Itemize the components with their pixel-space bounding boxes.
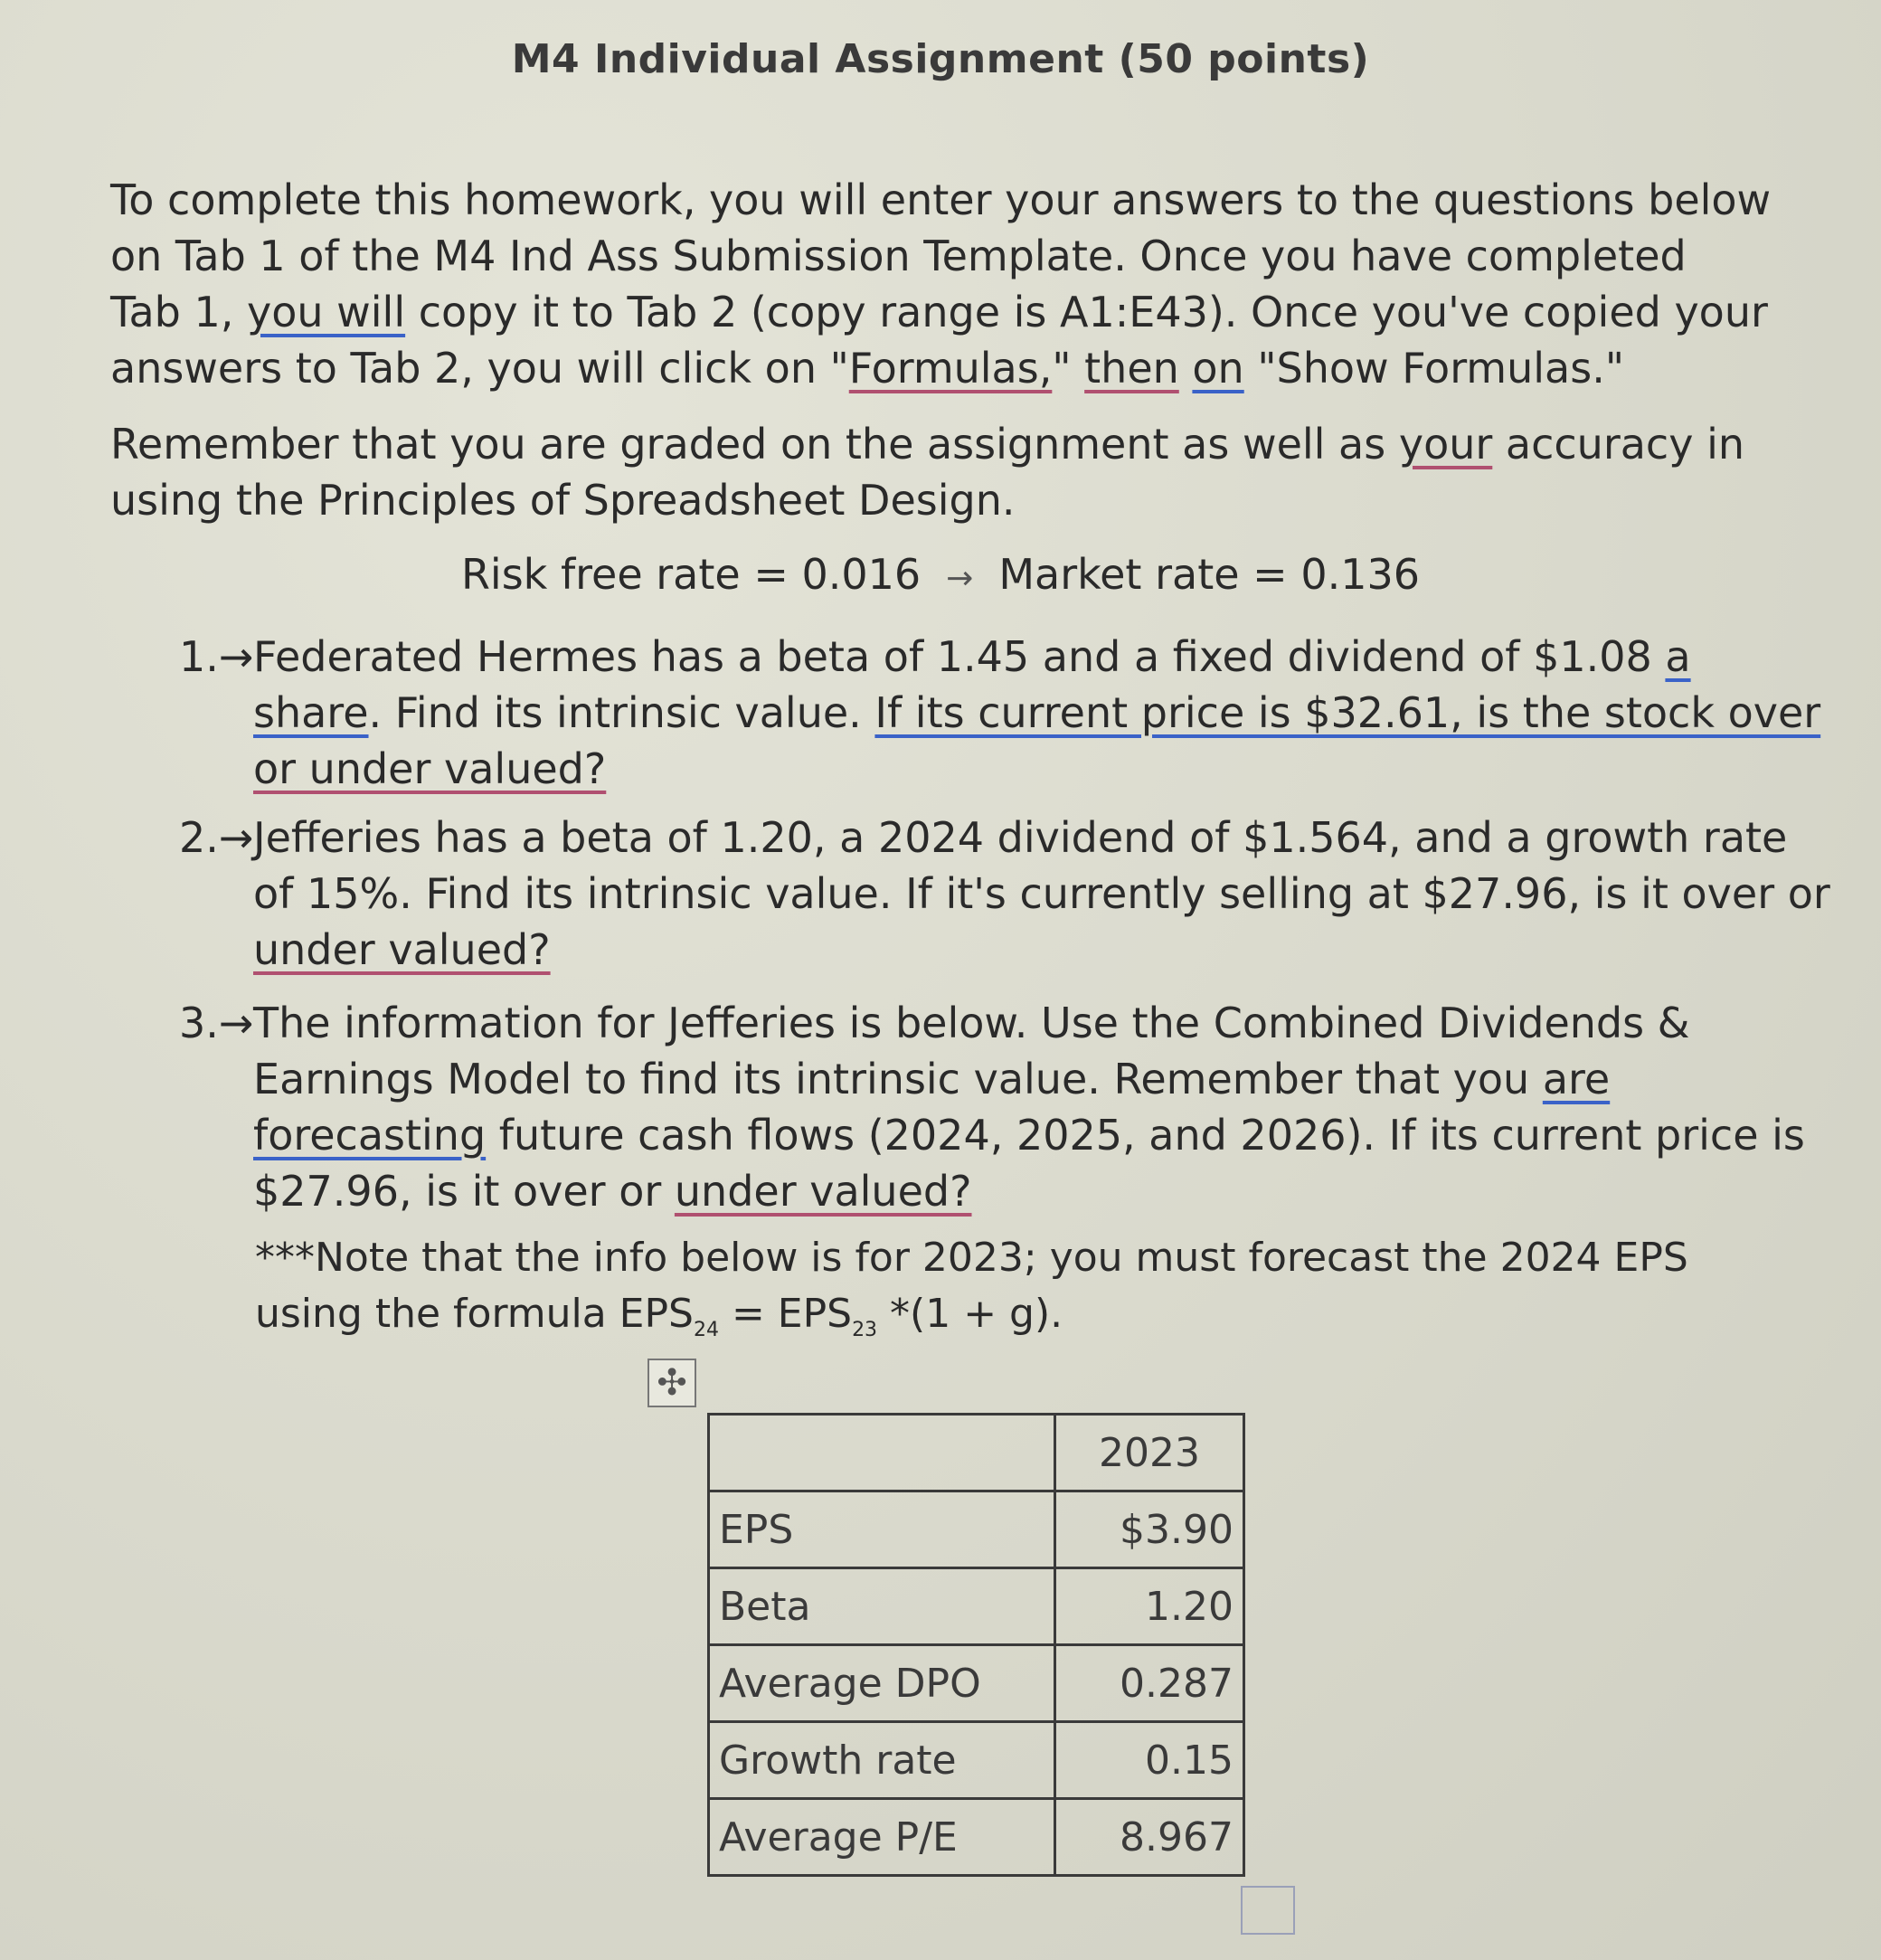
text-span: " [1052, 344, 1085, 393]
table-move-handle-icon[interactable]: ✣ [647, 1359, 696, 1407]
text-span: = EPS [718, 1291, 853, 1337]
question-2-line-1 [179, 810, 1861, 866]
question-1-line-1 [179, 629, 1861, 685]
spellcheck-underline-share: share [253, 688, 369, 737]
table-header-year[interactable]: 2023 [1055, 1415, 1244, 1491]
intro-line-3 [110, 284, 1856, 340]
question-2-line-3 [179, 922, 1861, 978]
question-number: 3.→ [179, 999, 254, 1047]
table-resize-handle[interactable] [1241, 1886, 1295, 1935]
text-span: Earnings Model to find its intrinsic value. Remember that you [253, 1055, 1543, 1103]
table-row-label[interactable]: Average DPO [709, 1645, 1055, 1722]
text-span: future cash flows (2024, 2025, and 2026). If its current price is [486, 1111, 1805, 1160]
text-span: The information for Jefferies is below. Use the Combined Dividends & [253, 999, 1690, 1047]
reminder-paragraph [110, 416, 1856, 528]
intro-line-2: on Tab 1 of the M4 Ind Ass Submission Template. Once you have completed [110, 232, 1687, 280]
subscript-23: 23 [852, 1318, 878, 1341]
grammar-underline-under-valued: under valued? [674, 1167, 972, 1216]
text-span: copy it to Tab 2 (copy range is A1:E43). Once you've copied your [405, 288, 1768, 336]
market-rate: Market rate = 0.136 [998, 550, 1421, 599]
table-row-label[interactable]: EPS [709, 1491, 1055, 1568]
note-paragraph [255, 1230, 1847, 1359]
grammar-underline-over-under: or under valued? [253, 744, 607, 793]
grammar-underline-current-price: If its current price is $32.61, is the stock over [874, 688, 1821, 737]
text-span: . Find its intrinsic value. [368, 688, 875, 737]
note-line-2 [255, 1286, 1847, 1359]
question-3-line-3 [179, 1107, 1861, 1163]
grammar-underline-forecasting: forecasting [253, 1111, 487, 1160]
spellcheck-underline-then: then [1084, 344, 1179, 393]
text-span: Tab 1, [110, 288, 248, 336]
text-span: *(1 + g). [877, 1291, 1063, 1337]
reminder-line-2: using the Principles of Spreadsheet Design. [110, 476, 1016, 525]
table-header-row [709, 1415, 1244, 1491]
table-row-label[interactable]: Average P/E [709, 1799, 1055, 1876]
question-1 [179, 629, 1861, 797]
text-span: accuracy in [1492, 420, 1744, 469]
text-span: Federated Hermes has a beta of 1.45 and a fixed dividend of $1.08 [253, 632, 1666, 681]
question-1-line-3 [179, 741, 1861, 797]
intro-paragraph [110, 172, 1856, 396]
rates-line [0, 550, 1881, 599]
question-3-line-1 [179, 995, 1861, 1051]
page-title: M4 Individual Assignment (50 points) [511, 36, 1370, 82]
table-row-value[interactable]: 0.15 [1055, 1722, 1244, 1799]
question-number: 1.→ [179, 632, 254, 681]
spellcheck-underline-a: a [1665, 632, 1691, 681]
table-row [709, 1722, 1244, 1799]
text-span: "Show Formulas." [1243, 344, 1624, 393]
table-row-value[interactable]: $3.90 [1055, 1491, 1244, 1568]
table-row [709, 1645, 1244, 1722]
table-cell[interactable] [709, 1415, 1055, 1491]
question-2-line-2: of 15%. Find its intrinsic value. If it's currently selling at $27.96, is it over or [253, 869, 1830, 918]
table-row-value[interactable]: 1.20 [1055, 1568, 1244, 1645]
question-3 [179, 995, 1861, 1219]
question-number: 2.→ [179, 813, 254, 862]
text-span: using the formula EPS [255, 1291, 694, 1337]
spellcheck-underline-on: on [1192, 344, 1244, 393]
table-row [709, 1568, 1244, 1645]
text-span: answers to Tab 2, you will click on " [110, 344, 849, 393]
intro-line-4 [110, 340, 1856, 396]
table-row-label[interactable]: Beta [709, 1568, 1055, 1645]
note-line-1: ***Note that the info below is for 2023; you must forecast the 2024 EPS [255, 1235, 1688, 1281]
reminder-line-1 [110, 416, 1856, 472]
table-row-value[interactable]: 8.967 [1055, 1799, 1244, 1876]
intro-line-1: To complete this homework, you will enter your answers to the questions below [110, 175, 1772, 224]
tab-arrow-icon: → [946, 560, 974, 597]
grammar-underline-under-valued: under valued? [253, 925, 551, 974]
question-3-line-4 [179, 1163, 1861, 1219]
question-3-line-2 [179, 1051, 1861, 1107]
text-span: $27.96, is it over or [253, 1167, 675, 1216]
text-span: Jefferies has a beta of 1.20, a 2024 dividend of $1.564, and a growth rate [253, 813, 1788, 862]
jefferies-data-table [707, 1413, 1245, 1877]
text-span [1179, 344, 1193, 393]
spellcheck-underline-you-will: you will [247, 288, 406, 336]
question-2 [179, 810, 1861, 978]
question-1-line-2 [179, 685, 1861, 741]
text-span: Remember that you are graded on the assignment as well as [110, 420, 1399, 469]
table-row-label[interactable]: Growth rate [709, 1722, 1055, 1799]
spellcheck-underline-your: your [1398, 420, 1493, 469]
risk-free-rate: Risk free rate = 0.016 [460, 550, 922, 599]
grammar-underline-are: are [1542, 1055, 1611, 1103]
table-row [709, 1491, 1244, 1568]
subscript-24: 24 [693, 1318, 719, 1341]
table-row [709, 1799, 1244, 1876]
table-row-value[interactable]: 0.287 [1055, 1645, 1244, 1722]
spellcheck-underline-formulas: Formulas, [848, 344, 1053, 393]
